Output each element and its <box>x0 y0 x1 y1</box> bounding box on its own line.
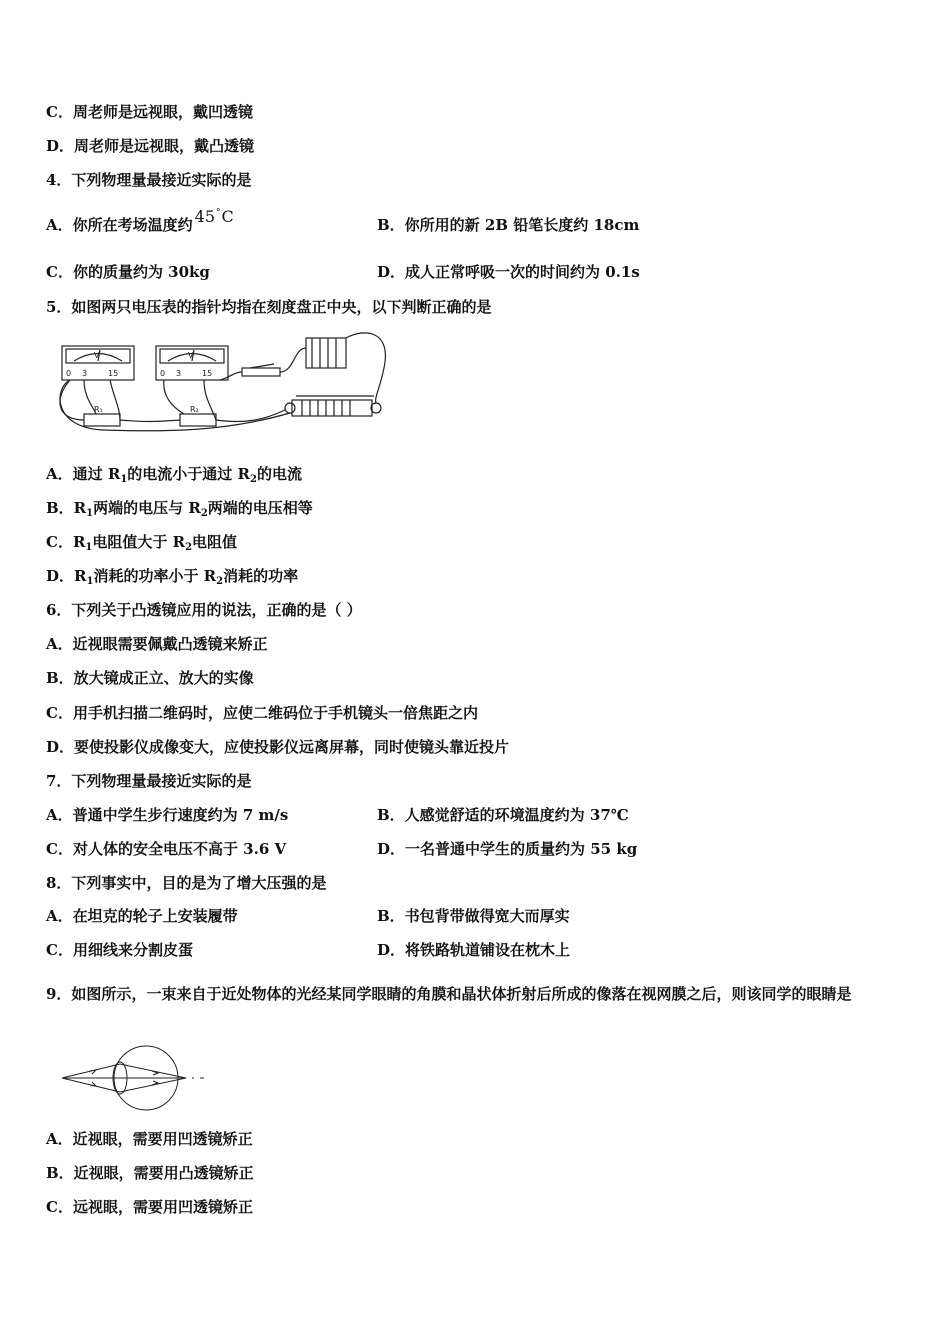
resistor-1 <box>84 414 120 426</box>
resistor-2 <box>180 414 216 426</box>
q9-option-a: A．近视眼，需要用凹透镜矫正 <box>46 1130 253 1148</box>
q6-option-b: B．放大镜成正立、放大的实像 <box>46 669 254 687</box>
svg-text:R₁: R₁ <box>94 405 103 414</box>
q7-option-c: C．对人体的安全电压不高于 3.6 V <box>46 840 287 858</box>
question-4: 4．下列物理量最接近实际的是 <box>46 171 252 189</box>
q8-option-d: D．将铁路轨道铺设在枕木上 <box>377 941 571 959</box>
q6-option-c: C．用手机扫描二维码时，应使二维码位于手机镜头一倍焦距之内 <box>46 704 478 722</box>
svg-text:0: 0 <box>66 369 72 378</box>
q6-option-a: A．近视眼需要佩戴凸透镜来矫正 <box>46 635 268 653</box>
q4-option-c: C．你的质量约为 30kg <box>46 263 210 281</box>
q5-option-c: C．$R_1$电阻值大于 $R_2$电阻值 <box>46 533 238 553</box>
circuit-diagram-icon <box>44 328 394 438</box>
svg-text:15: 15 <box>202 369 213 378</box>
q7-option-b: B．人感觉舒适的环境温度约为 37℃ <box>377 806 629 824</box>
q8-option-a: A．在坦克的轮子上安装履带 <box>46 907 238 925</box>
q5-option-b: B．$R_1$两端的电压与 $R_2$两端的电压相等 <box>46 499 313 519</box>
svg-text:3: 3 <box>176 369 182 378</box>
svg-text:15: 15 <box>108 369 119 378</box>
q3-option-d: D．周老师是远视眼，戴凸透镜 <box>46 137 255 155</box>
svg-text:R₂: R₂ <box>190 405 199 414</box>
q4-option-a: A．你所在考场温度约 45°C <box>46 207 234 234</box>
q7-option-a: A．普通中学生步行速度约为 7 m/s <box>46 806 289 824</box>
q8-option-c: C．用细线来分割皮蛋 <box>46 941 193 959</box>
question-7: 7．下列物理量最接近实际的是 <box>46 772 252 790</box>
eye-diagram-icon <box>60 1044 210 1114</box>
temperature-value: 45°C <box>194 207 234 226</box>
q4-option-d: D．成人正常呼吸一次的时间约为 0.1s <box>377 263 640 281</box>
svg-text:3: 3 <box>82 369 88 378</box>
q4-option-b: B．你所用的新 2B 铅笔长度约 18cm <box>377 216 640 234</box>
svg-text:V: V <box>188 351 194 360</box>
q9-option-c: C．远视眼，需要用凹透镜矫正 <box>46 1198 253 1216</box>
q3-option-c: C．周老师是远视眼，戴凹透镜 <box>46 103 253 121</box>
q5-option-d: D．$R_1$消耗的功率小于 $R_2$消耗的功率 <box>46 567 299 587</box>
switch <box>242 368 280 376</box>
question-6: 6．下列关于凸透镜应用的说法，正确的是（ ） <box>46 601 362 619</box>
q6-option-d: D．要使投影仪成像变大，应使投影仪远离屏幕，同时使镜头靠近投片 <box>46 738 510 756</box>
svg-text:0: 0 <box>160 369 166 378</box>
question-9: 9．如图所示，一束来自于近处物体的光经某同学眼睛的角膜和晶状体折射后所成的像落在视网膜之后，则该同学的眼睛是 <box>46 985 852 1003</box>
rheostat <box>292 400 372 416</box>
q9-option-b: B．近视眼，需要用凸透镜矫正 <box>46 1164 254 1182</box>
q8-option-b: B．书包背带做得宽大而厚实 <box>377 907 570 925</box>
question-5: 5．如图两只电压表的指针均指在刻度盘正中央，以下判断正确的是 <box>46 298 492 316</box>
question-8: 8．下列事实中，目的是为了增大压强的是 <box>46 874 327 892</box>
svg-text:V: V <box>94 351 100 360</box>
q5-option-a: A．通过 $R_1$的电流小于通过 $R_2$的电流 <box>46 465 302 485</box>
q7-option-d: D．一名普通中学生的质量约为 55 kg <box>377 840 638 858</box>
